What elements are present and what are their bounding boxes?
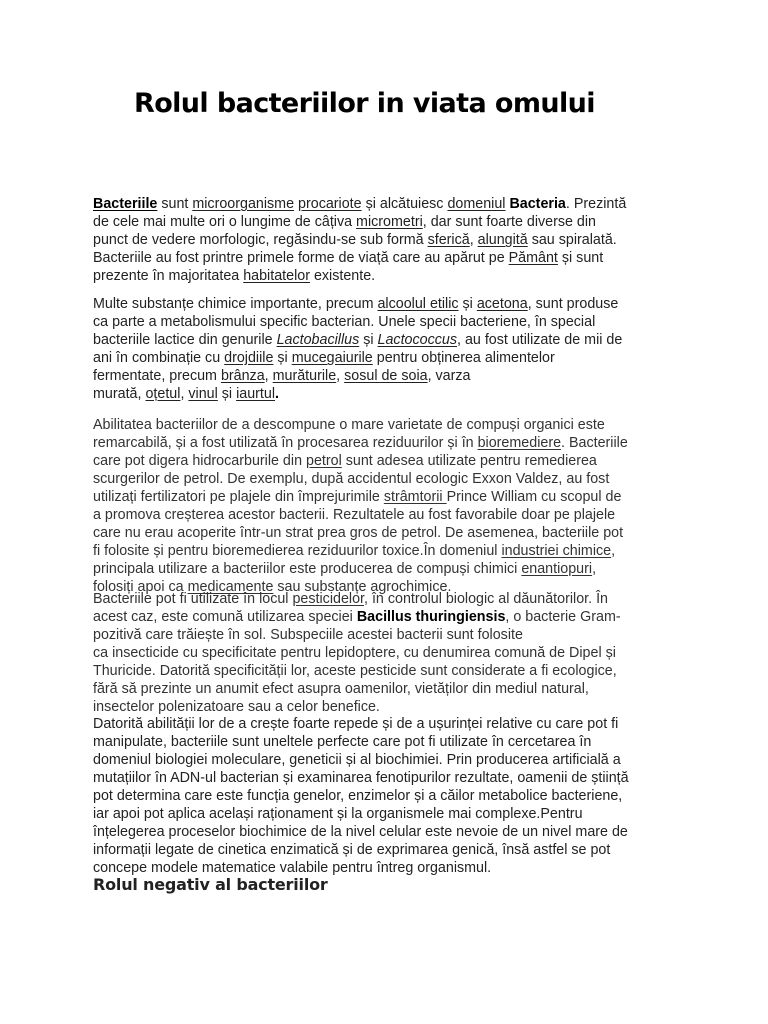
section-heading: Rolul negativ al bacteriilor bbox=[93, 875, 328, 894]
text-run: murată, bbox=[93, 386, 146, 403]
text-run: sau spiralată. bbox=[527, 232, 617, 249]
text-run: , în controlul biologic al dăunătorilor. În bbox=[364, 591, 608, 607]
link-bacteriile[interactable]: Bacteriile bbox=[93, 196, 158, 212]
link-alcoolul-etilic[interactable]: alcoolul etilic bbox=[377, 296, 459, 312]
link-alungita[interactable]: alungită bbox=[477, 232, 528, 249]
link-mucegaiurile[interactable]: mucegaiurile bbox=[291, 350, 373, 367]
link-drojdiile[interactable]: drojdiile bbox=[224, 350, 274, 367]
text-line bbox=[93, 452, 675, 470]
text-run: Multe substanțe chimice importante, precum bbox=[93, 296, 378, 312]
text-run: care pot digera hidrocarburile din bbox=[93, 453, 306, 470]
text-line bbox=[93, 195, 675, 213]
link-lactococcus[interactable]: Lactococcus bbox=[377, 332, 457, 349]
text-run: utilizați fertilizatori pe plajele din împrejurimile bbox=[93, 489, 384, 506]
text-line bbox=[93, 367, 675, 385]
text-run: sau substanțe agrochimice. bbox=[273, 579, 452, 596]
text-run: fermentate, precum bbox=[93, 368, 221, 385]
text-run: , bbox=[264, 368, 273, 385]
text-run: , bbox=[469, 232, 478, 249]
text-line: Thuricide. Datorită specificității lor, aceste pesticide sunt considerate a fi ecologice, bbox=[93, 663, 617, 680]
text-line bbox=[93, 295, 675, 313]
link-medicamente[interactable]: medicamente bbox=[187, 579, 274, 596]
text-run: de cele mai multe ori o lungime de câțiva bbox=[93, 214, 357, 231]
text-line: scurgerilor de petrol. De exemplu, după accidentul ecologic Exxon Valdez, au fost bbox=[93, 471, 610, 488]
text-line: Abilitatea bacteriilor de a descompune o mare varietate de compuși organici este bbox=[93, 417, 605, 433]
link-lactobacillus[interactable]: Lactobacillus bbox=[276, 332, 360, 349]
paragraph-bioremediation bbox=[93, 416, 675, 596]
link-otetul[interactable]: oțetul bbox=[145, 386, 181, 403]
text-run: prezente în majoritatea bbox=[93, 268, 244, 285]
text-run: , bbox=[592, 561, 597, 578]
text-line bbox=[93, 331, 675, 349]
text-run: , bbox=[180, 386, 189, 403]
link-vinul[interactable]: vinul bbox=[188, 386, 218, 403]
text-run: Prince William cu scopul de bbox=[446, 489, 622, 506]
text-run: , dar sunt foarte diverse din bbox=[422, 214, 597, 231]
text-line: Datorită abilității lor de a crește foarte repede și de a ușurinței relative cu care pot fi bbox=[93, 716, 619, 732]
link-pamant[interactable]: Pământ bbox=[508, 250, 558, 267]
text-run: , au fost utilizate de mii de bbox=[457, 332, 623, 349]
text-line: informații legate de cinetica enzimatică și de exprimarea genică, însă astfel se pot bbox=[93, 842, 611, 859]
text-line: ca parte a metabolismului specific bacterian. Unele specii bacteriene, în special bbox=[93, 314, 596, 331]
text-line: pozitivă care trăiește în sol. Subspeciile acestei bacterii sunt folosite bbox=[93, 627, 523, 644]
text-line: domeniul biologiei moleculare, geneticii și al biochimiei. Prin producerea artificială a bbox=[93, 752, 621, 769]
text-run: ani în combinație cu bbox=[93, 350, 225, 367]
text-line: a promova creșterea acestor bacterii. Rezultatele au fost favorabile doar pe plajele bbox=[93, 507, 616, 524]
text-line bbox=[93, 249, 675, 267]
text-line bbox=[93, 349, 675, 367]
text-run: și sunt bbox=[557, 250, 604, 267]
text-line: concepe modele matematice valabile pentru întreg organismul. bbox=[93, 860, 492, 877]
link-branza[interactable]: brânza bbox=[220, 368, 265, 385]
text-run: și bbox=[458, 296, 477, 312]
text-run: Bacteriile au fost printre primele forme de viață care au apărut pe bbox=[93, 250, 509, 267]
text-run: existente. bbox=[309, 268, 376, 285]
text-run: și bbox=[359, 332, 378, 349]
link-micrometri[interactable]: micrometri bbox=[356, 214, 423, 231]
text-run: acest caz, este comună utilizarea speciei bbox=[93, 609, 357, 626]
text-run: . Prezintă bbox=[565, 196, 627, 212]
link-muraturile[interactable]: murăturile bbox=[272, 368, 337, 385]
text-run: și alcătuiesc bbox=[361, 196, 448, 212]
page-title: Rolul bacteriilor in viata omului bbox=[134, 88, 595, 119]
text-line bbox=[93, 231, 675, 249]
link-sosul-de-soia[interactable]: sosul de soia bbox=[344, 368, 428, 385]
paragraph-chemical-substances bbox=[93, 295, 675, 403]
text-run: și bbox=[217, 386, 237, 403]
text-line: manipulate, bacteriile sunt uneltele perfecte care pot fi utilizate în cercetarea în bbox=[93, 734, 592, 751]
paragraph-bacteria-definition bbox=[93, 195, 675, 285]
text-run: principala utilizare a bacteriilor este producerea de compuși chimici bbox=[93, 561, 522, 578]
text-run: punct de vedere morfologic, regăsindu-se sub formă bbox=[93, 232, 428, 249]
text-run: sunt bbox=[157, 196, 193, 212]
link-sferica[interactable]: sferică bbox=[427, 232, 470, 249]
text-line bbox=[93, 213, 675, 231]
text-run: remarcabilă, și a fost utilizată în procesarea reziduurilor și în bbox=[93, 435, 478, 452]
text-run: folosiți apoi ca bbox=[93, 579, 188, 596]
link-procariote[interactable]: procariote bbox=[298, 196, 362, 212]
text-run: și bbox=[273, 350, 292, 367]
link-iaurtul[interactable]: iaurtul bbox=[236, 386, 276, 403]
text-line: insectelor polenizatoare sau a celor benefice. bbox=[93, 699, 380, 716]
bold-term: Bacteria bbox=[509, 196, 566, 212]
text-line: pot determina care este funcția genelor, enzimelor și a căilor metabolice bacteriene, bbox=[93, 788, 623, 805]
text-line: ca insecticide cu specificitate pentru lepidoptere, cu denumirea comună de Dipel și bbox=[93, 645, 616, 662]
text-line bbox=[93, 608, 675, 626]
text-line: care nu erau acoperite într-un strat prea gros de petrol. De asemenea, bacteriile pot bbox=[93, 525, 624, 542]
link-pesticidelor[interactable]: pesticidelor bbox=[292, 591, 364, 607]
text-line bbox=[93, 560, 675, 578]
bold-species-name: Bacillus thuringiensis bbox=[356, 609, 506, 626]
link-industriei-chimice[interactable]: industriei chimice bbox=[501, 543, 612, 560]
link-acetona[interactable]: acetona bbox=[476, 296, 528, 312]
text-run: pentru obținerea alimentelor bbox=[372, 350, 555, 367]
text-run: . bbox=[275, 386, 280, 403]
text-run: . Bacteriile bbox=[561, 435, 628, 452]
text-line: înțelegerea proceselor biochimice de la nivel celular este nevoie de un nivel mare de bbox=[93, 824, 628, 841]
text-run: , sunt produse bbox=[527, 296, 619, 312]
link-microorganisme[interactable]: microorganisme bbox=[192, 196, 295, 212]
text-line bbox=[93, 590, 675, 608]
text-run: fi folosite și pentru bioremedierea reziduurilor toxice.În domeniul bbox=[93, 543, 502, 560]
link-enantiopuri[interactable]: enantiopuri bbox=[521, 561, 593, 578]
text-line bbox=[93, 385, 675, 403]
text-line: mutațiilor în ADN-ul bacterian și examinarea fenotipurilor rezultate, oamenii de știință bbox=[93, 770, 629, 787]
text-line bbox=[93, 434, 675, 452]
text-line: iar apoi pot aplica același raționament și la organismele mai complexe.Pentru bbox=[93, 806, 583, 823]
text-run: Bacteriile pot fi utilizate în locul bbox=[93, 591, 293, 607]
paragraph-pesticides bbox=[93, 590, 675, 716]
text-line bbox=[93, 488, 675, 506]
link-stramtorii[interactable]: strâmtorii bbox=[383, 489, 447, 506]
text-run: , bbox=[611, 543, 616, 560]
text-line bbox=[93, 542, 675, 560]
link-habitatelor[interactable]: habitatelor bbox=[243, 268, 310, 285]
text-run: sunt adesea utilizate pentru remedierea bbox=[341, 453, 597, 470]
text-run: , o bacterie Gram- bbox=[505, 609, 621, 626]
text-run: bacteriile lactice din genurile bbox=[93, 332, 277, 349]
text-run: , varza bbox=[427, 368, 471, 385]
paragraph-research-tools bbox=[93, 715, 675, 877]
text-line: fără să prezinte un anumit efect asupra oamenilor, vietăților din mediul natural, bbox=[93, 681, 589, 698]
link-domeniul[interactable]: domeniul bbox=[447, 196, 506, 212]
link-petrol[interactable]: petrol bbox=[306, 453, 342, 470]
text-line bbox=[93, 267, 675, 285]
link-bioremediere[interactable]: bioremediere bbox=[477, 435, 562, 452]
text-run: , bbox=[336, 368, 345, 385]
